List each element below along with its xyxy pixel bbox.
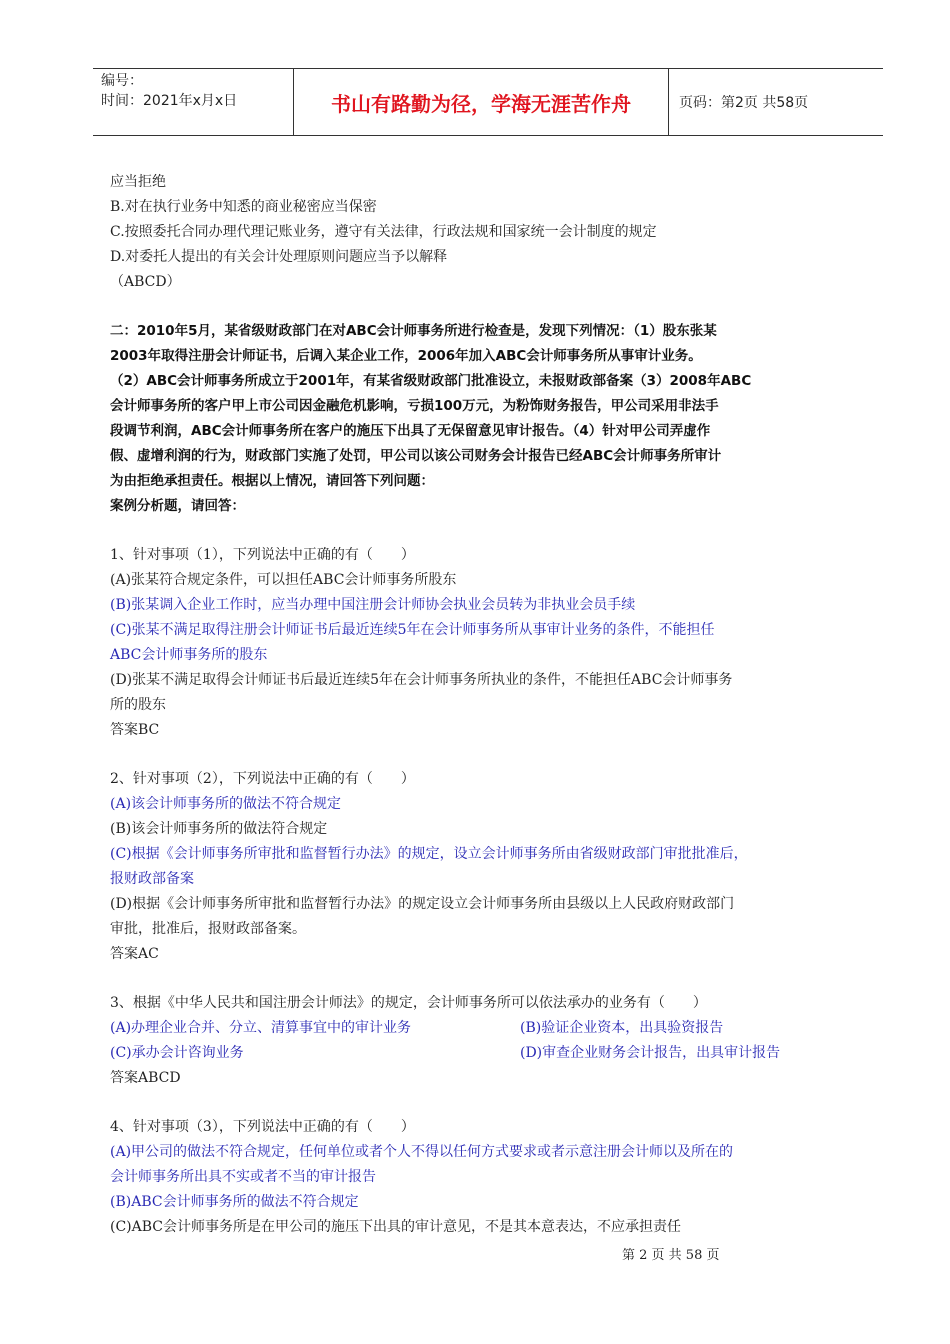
time-label: 时间：2021年x月x日: [101, 93, 238, 109]
intro-line: C.按照委托合同办理代理记账业务，遵守有关法律，行政法规和国家统一会计制度的规定: [110, 224, 657, 240]
motto: 书山有路勤为径，学海无涯苦作舟: [293, 69, 669, 135]
case-line: 会计师事务所的客户甲上市公司因金融危机影响，亏损100万元，为粉饰财务报告，甲公司采用非法手: [110, 398, 719, 414]
q2-option-c: (C)根据《会计师事务所审批和监督暂行办法》的规定，设立会计师事务所由省级财政部门审批批准后，: [110, 846, 748, 862]
q4-option-c: (C)ABC会计师事务所是在甲公司的施压下出具的审计意见，不是其本意表达，不应承担责任: [110, 1219, 682, 1235]
q3-answer: 答案ABCD: [110, 1070, 181, 1086]
q3-option-d: (D)审查企业财务会计报告，出具审计报告: [520, 1045, 781, 1061]
case-line: 案例分析题，请回答：: [110, 498, 245, 514]
page-label: 页码：第2页 共58页: [679, 95, 809, 111]
q1-answer: 答案BC: [110, 722, 160, 738]
case-line: 二：2010年5月，某省级财政部门在对ABC会计师事务所进行检查是，发现下列情况：（1）股东张某: [110, 323, 717, 339]
q3-option-c: (C)承办会计咨询业务: [110, 1045, 244, 1061]
q4-option-a-cont: 会计师事务所出具不实或者不当的审计报告: [110, 1169, 376, 1185]
intro-answer: （ABCD）: [110, 274, 181, 290]
q1-stem: 1、针对事项（1），下列说法中正确的有（ ）: [110, 547, 415, 563]
q4-option-b: (B)ABC会计师事务所的做法不符合规定: [110, 1194, 359, 1210]
case-line: 为由拒绝承担责任。根据以上情况，请回答下列问题：: [110, 473, 434, 489]
page-footer: 第 2 页 共 58 页: [622, 1248, 720, 1263]
q1-option-b: (B)张某调入企业工作时，应当办理中国注册会计师协会执业会员转为非执业会员手续: [110, 597, 636, 613]
q2-option-d-cont: 审批，批准后，报财政部备案。: [110, 921, 306, 937]
intro-line: D.对委托人提出的有关会计处理原则问题应当予以解释: [110, 249, 448, 265]
case-line: （2）ABC会计师事务所成立于2001年，有某省级财政部门批准设立，未报财政部备案（3）2008年ABC: [110, 373, 752, 389]
number-label: 编号：: [101, 73, 143, 89]
intro-line: B.对在执行业务中知悉的商业秘密应当保密: [110, 199, 377, 215]
q3-options-row-2: [110, 1041, 880, 1066]
q2-answer: 答案AC: [110, 946, 159, 962]
q2-stem: 2、针对事项（2），下列说法中正确的有（ ）: [110, 771, 415, 787]
q2-option-a: (A)该会计师事务所的做法不符合规定: [110, 796, 342, 812]
q4-stem: 4、针对事项（3），下列说法中正确的有（ ）: [110, 1119, 415, 1135]
q2-option-d: (D)根据《会计师事务所审批和监督暂行办法》的规定设立会计师事务所由县级以上人民政府财政部门: [110, 896, 735, 912]
q3-option-b: (B)验证企业资本，出具验资报告: [520, 1020, 724, 1036]
page-header: [93, 68, 883, 136]
q1-option-a: (A)张某符合规定条件，可以担任ABC会计师事务所股东: [110, 572, 457, 588]
q3-options-row-1: [110, 1016, 880, 1041]
header-meta: [93, 69, 293, 135]
q3-stem: 3、根据《中华人民共和国注册会计师法》的规定，会计师事务所可以依法承办的业务有（ ）: [110, 995, 707, 1011]
q2-option-c-cont: 报财政部备案: [110, 871, 194, 887]
q1-option-c-cont: ABC会计师事务所的股东: [110, 647, 268, 663]
q1-option-d: (D)张某不满足取得会计师证书后最近连续5年在会计师事务所执业的条件，不能担任ABC会计师事务: [110, 672, 733, 688]
intro-line: 应当拒绝: [110, 174, 166, 190]
document-body: [110, 170, 880, 1240]
q1-option-c: (C)张某不满足取得注册会计师证书后最近连续5年在会计师事务所从事审计业务的条件，不能担任: [110, 622, 715, 638]
q3-option-a: (A)办理企业合并、分立、清算事宜中的审计业务: [110, 1020, 412, 1036]
q4-option-a: (A)甲公司的做法不符合规定，任何单位或者个人不得以任何方式要求或者示意注册会计师以及所在的: [110, 1144, 734, 1160]
q1-option-d-cont: 所的股东: [110, 697, 166, 713]
q2-option-b: (B)该会计师事务所的做法符合规定: [110, 821, 328, 837]
case-line: 2003年取得注册会计师证书，后调入某企业工作，2006年加入ABC会计师事务所从事审计业务。: [110, 348, 702, 364]
case-line: 段调节利润，ABC会计师事务所在客户的施压下出具了无保留意见审计报告。（4）针对甲公司弄虚作: [110, 423, 711, 439]
case-line: 假、虚增利润的行为，财政部门实施了处罚，甲公司以该公司财务会计报告已经ABC会计师事务所审计: [110, 448, 722, 464]
